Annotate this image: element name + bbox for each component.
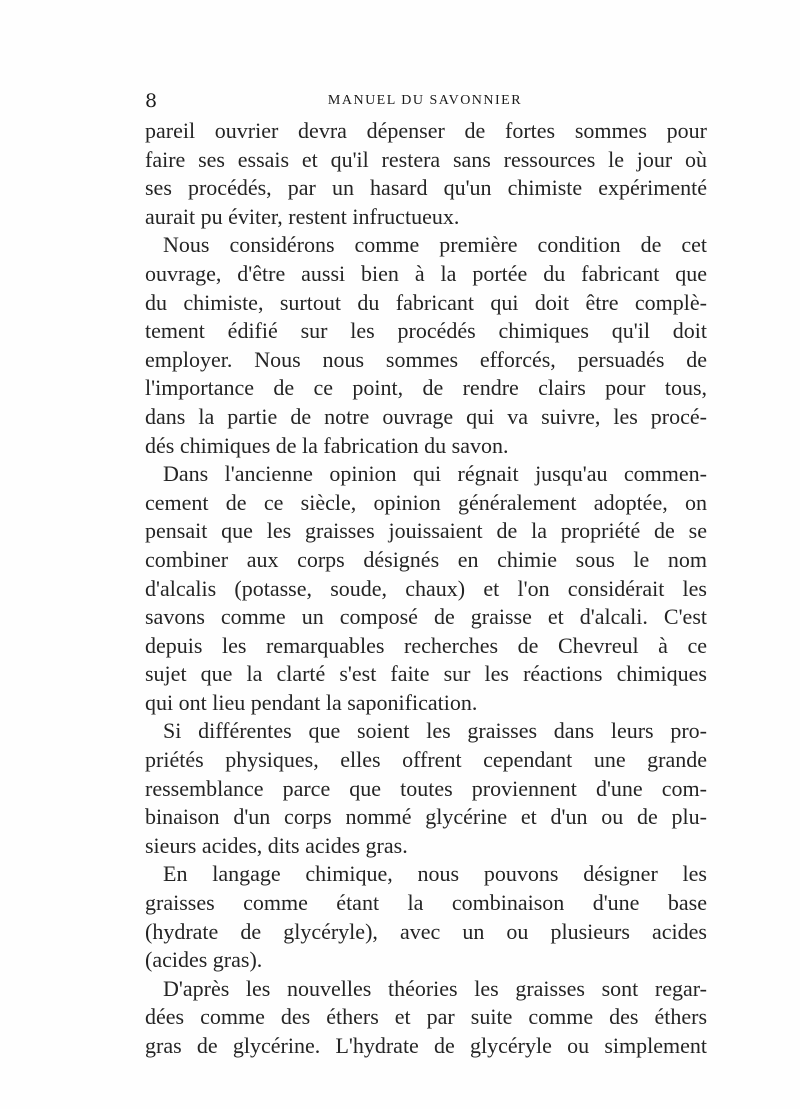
text-line: dans la partie de notre ouvrage qui va suivre, les procé- <box>145 403 707 429</box>
page-header <box>145 90 705 112</box>
paragraph <box>145 975 707 1061</box>
text-line: d'alcalis (potasse, soude, chaux) et l'on considérait les <box>145 575 707 601</box>
text-line: ressemblance parce que toutes proviennent d'une com- <box>145 775 707 801</box>
text-line: aurait pu éviter, restent infructueux. <box>145 203 460 229</box>
paragraph <box>145 231 707 460</box>
text-line: Nous considérons comme première condition de cet <box>163 232 707 258</box>
text-line: ouvrage, d'être aussi bien à la portée du fabricant que <box>145 260 707 286</box>
text-line: priétés physiques, elles offrent cependant une grande <box>145 747 707 773</box>
text-line: combiner aux corps désignés en chimie sous le nom <box>145 546 707 572</box>
text-line: Dans l'ancienne opinion qui régnait jusqu'au commen- <box>163 461 707 487</box>
paragraph <box>145 860 707 974</box>
text-line: gras de glycérine. L'hydrate de glycéryle ou simplement <box>145 1033 707 1058</box>
text-line: dés chimiques de la fabrication du savon. <box>145 432 509 458</box>
running-title: MANUEL DU SAVONNIER <box>327 93 523 108</box>
text-line: savons comme un composé de graisse et d'alcali. C'est <box>145 604 707 630</box>
text-line: tement édifié sur les procédés chimiques qu'il doit <box>145 318 707 344</box>
text-line: pareil ouvrier devra dépenser de fortes sommes pour <box>145 118 707 143</box>
text-line: graisses comme étant la combinaison d'une base <box>145 890 707 916</box>
page-number: 8 <box>145 90 158 112</box>
text-line: sieurs acides, dits acides gras. <box>145 832 408 858</box>
body-text <box>145 117 707 1061</box>
text-line: En langage chimique, nous pouvons désigner les <box>163 861 707 887</box>
text-line: (hydrate de glycéryle), avec un ou plusieurs acides <box>145 918 707 944</box>
paragraph <box>145 460 707 717</box>
text-line: cement de ce siècle, opinion généralement adoptée, on <box>145 489 707 515</box>
text-line: pensait que les graisses jouissaient de la propriété de se <box>145 518 707 544</box>
text-line: depuis les remarquables recherches de Chevreul à ce <box>145 632 707 658</box>
text-line: dées comme des éthers et par suite comme des éthers <box>145 1004 707 1030</box>
text-line: employer. Nous nous sommes efforcés, persuadés de <box>145 346 707 372</box>
text-line: Si différentes que soient les graisses dans leurs pro- <box>163 718 707 744</box>
text-line: du chimiste, surtout du fabricant qui doit être complè- <box>145 289 707 315</box>
text-line: sujet que la clarté s'est faite sur les réactions chimiques <box>145 661 707 687</box>
text-line: D'après les nouvelles théories les graisses sont regar- <box>163 975 707 1001</box>
text-line: ses procédés, par un hasard qu'un chimiste expérimenté <box>145 175 707 201</box>
paragraph <box>145 117 707 231</box>
text-line: l'importance de ce point, de rendre clairs pour tous, <box>145 375 707 401</box>
text-line: faire ses essais et qu'il restera sans ressources le jour où <box>145 146 707 172</box>
paragraph <box>145 717 707 860</box>
text-line: (acides gras). <box>145 947 263 973</box>
text-line: qui ont lieu pendant la saponification. <box>145 689 478 715</box>
text-line: binaison d'un corps nommé glycérine et d'un ou de plu- <box>145 804 707 830</box>
